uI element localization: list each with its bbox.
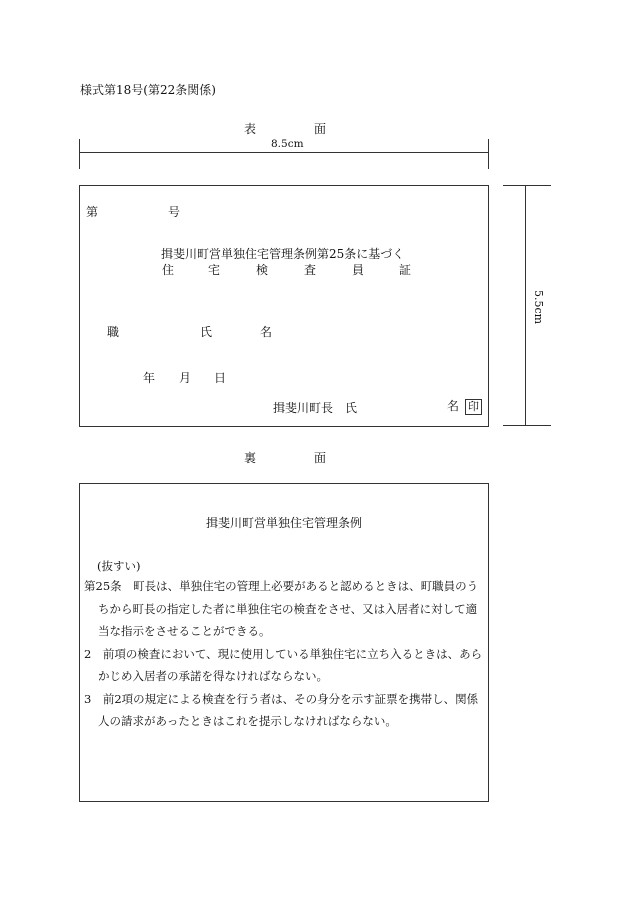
- paragraph-2: 2 前項の検査において、現に使用している単独住宅に立ち入るときは、あらかじめ入居者の承諾を得なければならない。: [84, 646, 483, 683]
- article-25: 第25条 町長は、単独住宅の管理上必要があると認めるときは、町職員のうちから町長の指定した者に単独住宅の検査をさせ、又は入居者に対して適当な指示をさせることができる。: [84, 579, 479, 638]
- number-suffix: 号: [168, 205, 181, 219]
- heading-line1: 揖斐川町営単独住宅管理条例第25条に基づく: [161, 247, 405, 261]
- number-prefix: 第: [86, 205, 99, 219]
- date-year: 年: [143, 371, 156, 385]
- name-label-2: 名: [260, 325, 273, 339]
- issuer-title: 揖斐川町長 氏: [273, 401, 358, 415]
- date-day: 日: [214, 371, 227, 385]
- heading-char-2: 宅: [208, 263, 221, 277]
- front-card: [79, 185, 489, 427]
- issuer-signature: [447, 397, 482, 415]
- job-label: 職: [107, 325, 120, 339]
- front-label-a: 表: [244, 122, 257, 136]
- heading-char-4: 査: [304, 263, 317, 277]
- heading-char-3: 検: [256, 263, 269, 277]
- form-title: 様式第18号(第22条関係): [80, 83, 216, 97]
- back-label-a: 裏: [244, 451, 257, 465]
- back-title: 揖斐川町営単独住宅管理条例: [206, 516, 363, 530]
- ordinance-text: [84, 575, 484, 733]
- heading-char-6: 証: [399, 263, 412, 277]
- date-month: 月: [179, 371, 192, 385]
- seal-mark: 印: [465, 399, 482, 415]
- heading-char-1: 住: [162, 263, 175, 277]
- height-dimension-label: 5.5cm: [532, 290, 545, 325]
- name-label-1: 氏: [200, 325, 213, 339]
- back-label-b: 面: [314, 451, 327, 465]
- heading-char-5: 員: [352, 263, 365, 277]
- excerpt-label: (抜すい): [97, 559, 141, 573]
- paragraph-3: 3 前2項の規定による検査を行う者は、その身分を示す証票を携帯し、関係人の請求があったときはこれを提示しなければならない。: [84, 691, 479, 728]
- issuer-name-label: 名: [447, 399, 460, 413]
- width-dimension-label: 8.5cm: [271, 138, 304, 150]
- front-label-b: 面: [314, 122, 327, 136]
